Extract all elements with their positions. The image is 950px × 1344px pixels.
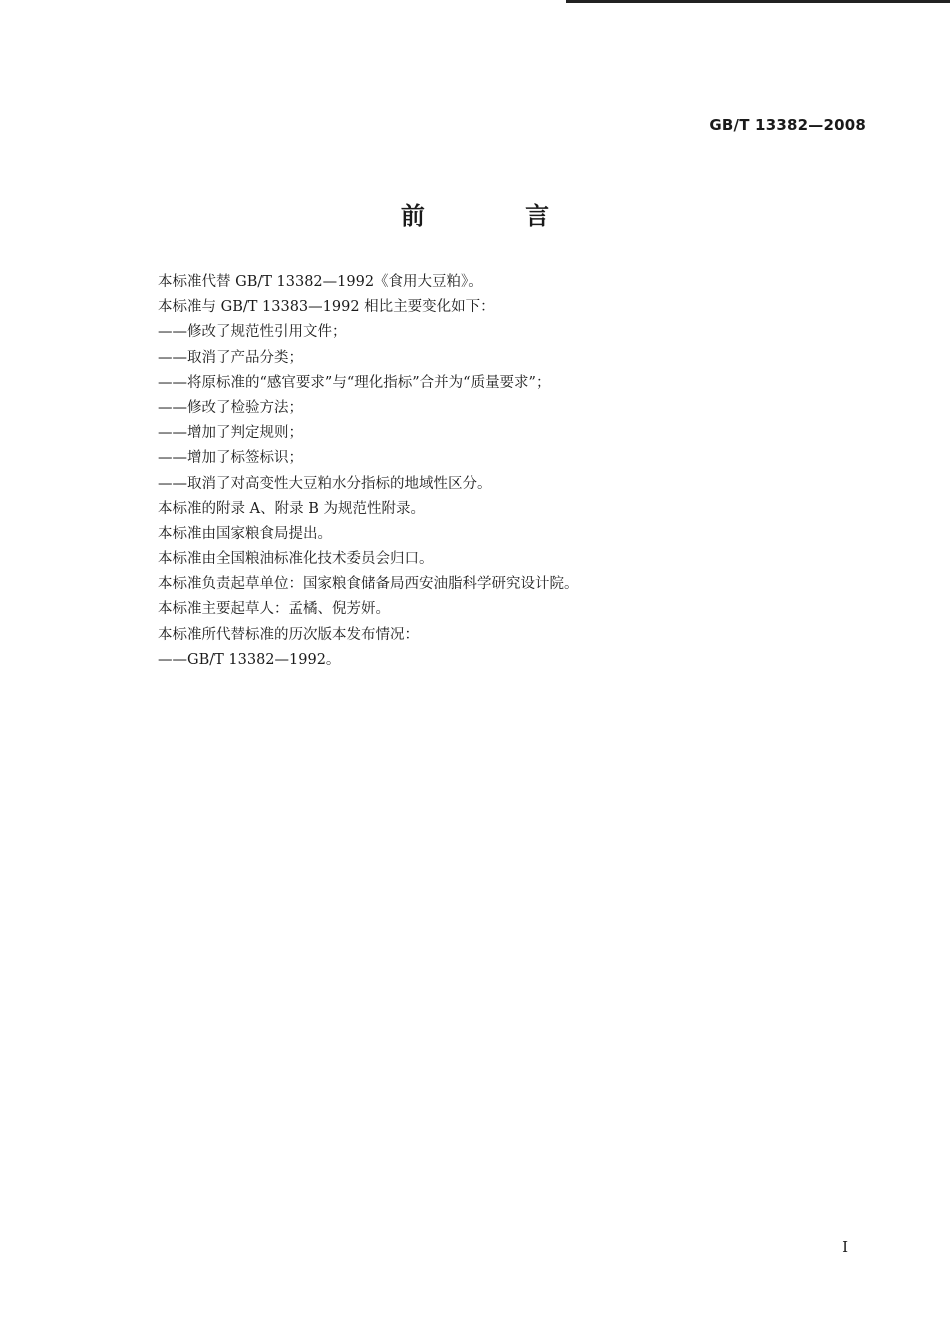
body-line: ——增加了标签标识； — [158, 450, 303, 467]
body-line: ——取消了产品分类； — [158, 349, 303, 366]
body-line: ——GB/T 13382—1992。 — [158, 651, 341, 668]
body-line: ——修改了检验方法； — [158, 399, 303, 416]
top-border-rule — [566, 0, 950, 3]
body-line: 本标准代替 GB/T 13382—1992《食用大豆粕》。 — [158, 274, 483, 290]
body-line: ——将原标准的“感官要求”与“理化指标”合并为“质量要求”； — [158, 374, 551, 391]
body-line: ——增加了判定规则； — [158, 425, 303, 442]
body-line: 本标准所代替标准的历次版本发布情况： — [158, 626, 419, 643]
standard-code: GB/T 13382—2008 — [709, 116, 866, 134]
body-line: 本标准主要起草人：孟橘、倪芳妍。 — [158, 601, 390, 618]
body-line: 本标准与 GB/T 13383—1992 相比主要变化如下： — [158, 299, 495, 316]
body-line: 本标准负责起草单位：国家粮食储备局西安油脂科学研究设计院。 — [158, 576, 579, 593]
foreword-body — [158, 270, 878, 673]
body-line: 本标准由国家粮食局提出。 — [158, 525, 332, 542]
page-title: 前 言 — [400, 202, 596, 230]
body-line: ——取消了对高变性大豆粕水分指标的地域性区分。 — [158, 475, 492, 492]
page-number: I — [842, 1238, 848, 1256]
body-line: ——修改了规范性引用文件； — [158, 324, 347, 341]
body-line: 本标准由全国粮油标准化技术委员会归口。 — [158, 551, 434, 568]
body-line: 本标准的附录 A、附录 B 为规范性附录。 — [158, 500, 425, 517]
